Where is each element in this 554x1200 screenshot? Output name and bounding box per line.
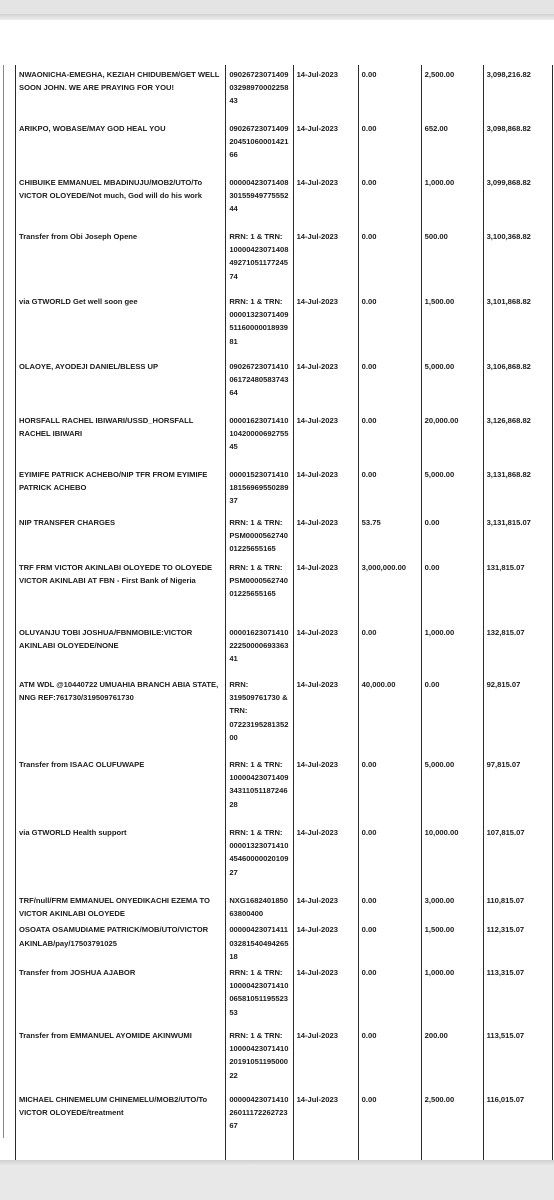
transaction-reference: RRN: 1 & TRN: PSM0000562740 01225655165 — [226, 513, 293, 558]
transaction-balance: 3,131,815.07 — [483, 513, 552, 558]
table-row — [16, 513, 553, 558]
transaction-date: 14-Jul-2023 — [293, 675, 358, 755]
transaction-credit: 20,000.00 — [421, 411, 483, 465]
transaction-balance: 3,100,368.82 — [483, 227, 552, 292]
transaction-credit: 2,500.00 — [421, 1090, 483, 1162]
transaction-description: NWAONICHA-EMEGHA, KEZIAH CHIDUBEM/GET WELL SOON JOHN. WE ARE PRAYING FOR YOU! — [16, 65, 226, 119]
transaction-debit: 0.00 — [358, 411, 421, 465]
transaction-reference: 00000423071410 26011172262723 67 — [226, 1090, 293, 1162]
table-row — [16, 623, 553, 675]
transaction-reference: RRN: 1 & TRN: PSM0000562740 01225655165 — [226, 558, 293, 623]
transaction-date: 14-Jul-2023 — [293, 227, 358, 292]
transaction-credit: 500.00 — [421, 227, 483, 292]
transaction-debit: 3,000,000.00 — [358, 558, 421, 623]
transaction-credit: 1,000.00 — [421, 173, 483, 227]
transaction-debit: 0.00 — [358, 920, 421, 963]
transaction-reference: 00001623071410 22250000693363 41 — [226, 623, 293, 675]
transaction-reference: 09026723071410 06172480583743 64 — [226, 357, 293, 411]
transaction-description: Transfer from EMMANUEL AYOMIDE AKINWUMI — [16, 1026, 226, 1090]
transaction-description: TRF FRM VICTOR AKINLABI OLOYEDE TO OLOYEDE VICTOR AKINLABI AT FBN - First Bank of Nigeria — [16, 558, 226, 623]
transaction-date: 14-Jul-2023 — [293, 558, 358, 623]
transaction-reference: RRN: 1 & TRN: 00001323071410 45460000020109 27 — [226, 823, 293, 891]
transaction-date: 14-Jul-2023 — [293, 891, 358, 920]
transaction-debit: 0.00 — [358, 119, 421, 173]
transaction-date: 14-Jul-2023 — [293, 823, 358, 891]
transaction-reference: 09026723071409 20451060001421 66 — [226, 119, 293, 173]
transaction-reference: RRN: 319509761730 & TRN: 07223195281352 00 — [226, 675, 293, 755]
transaction-balance: 113,315.07 — [483, 963, 552, 1026]
transaction-date: 14-Jul-2023 — [293, 119, 358, 173]
transaction-balance: 110,815.07 — [483, 891, 552, 920]
transaction-date: 14-Jul-2023 — [293, 623, 358, 675]
transaction-credit: 5,000.00 — [421, 465, 483, 513]
transaction-reference: NXG1682401850 63800400 — [226, 891, 293, 920]
transaction-debit: 0.00 — [358, 357, 421, 411]
transaction-credit: 0.00 — [421, 675, 483, 755]
transaction-balance: 112,315.07 — [483, 920, 552, 963]
transaction-description: ATM WDL @10440722 UMUAHIA BRANCH ABIA STATE, NNG REF:761730/319509761730 — [16, 675, 226, 755]
transaction-description: via GTWORLD Get well soon gee — [16, 292, 226, 357]
transaction-debit: 53.75 — [358, 513, 421, 558]
transaction-date: 14-Jul-2023 — [293, 465, 358, 513]
transaction-debit: 0.00 — [358, 623, 421, 675]
transaction-date: 14-Jul-2023 — [293, 513, 358, 558]
table-row — [16, 65, 553, 119]
transaction-description: HORSFALL RACHEL IBIWARI/USSD_HORSFALL RACHEL IBIWARI — [16, 411, 226, 465]
transaction-balance: 3,106,868.82 — [483, 357, 552, 411]
transaction-reference: RRN: 1 & TRN: 00001323071409 51160000018939 81 — [226, 292, 293, 357]
transaction-debit: 0.00 — [358, 963, 421, 1026]
transaction-description: OSOATA OSAMUDIAME PATRICK/MOB/UTO/VICTOR AKINLAB/pay/17503791025 — [16, 920, 226, 963]
bottom-bar — [0, 1160, 554, 1200]
transaction-date: 14-Jul-2023 — [293, 920, 358, 963]
transaction-balance: 3,098,216.82 — [483, 65, 552, 119]
table-row — [16, 119, 553, 173]
page-left-edge — [3, 65, 4, 1138]
transaction-credit: 200.00 — [421, 1026, 483, 1090]
transaction-balance: 131,815.07 — [483, 558, 552, 623]
transaction-date: 14-Jul-2023 — [293, 1026, 358, 1090]
bottom-bar-shadow — [0, 1160, 554, 1166]
transaction-balance: 3,126,868.82 — [483, 411, 552, 465]
transaction-reference: RRN: 1 & TRN: 10000423071410 20191051195000 22 — [226, 1026, 293, 1090]
transaction-balance: 116,015.07 — [483, 1090, 552, 1162]
transaction-credit: 1,500.00 — [421, 920, 483, 963]
transaction-debit: 0.00 — [358, 65, 421, 119]
table-row — [16, 1090, 553, 1162]
transaction-credit: 10,000.00 — [421, 823, 483, 891]
table-row — [16, 357, 553, 411]
transaction-credit: 652.00 — [421, 119, 483, 173]
table-row — [16, 465, 553, 513]
statement-table — [15, 65, 553, 1162]
transaction-date: 14-Jul-2023 — [293, 65, 358, 119]
table-row — [16, 675, 553, 755]
transaction-credit: 1,500.00 — [421, 292, 483, 357]
transaction-reference: RRN: 1 & TRN: 10000423071409 34311051187246 28 — [226, 755, 293, 823]
transaction-date: 14-Jul-2023 — [293, 173, 358, 227]
transaction-debit: 0.00 — [358, 465, 421, 513]
transaction-date: 14-Jul-2023 — [293, 411, 358, 465]
transaction-balance: 3,099,868.82 — [483, 173, 552, 227]
transaction-credit: 0.00 — [421, 558, 483, 623]
transaction-reference: RRN: 1 & TRN: 10000423071408 49271051177245 74 — [226, 227, 293, 292]
transaction-description: ARIKPO, WOBASE/MAY GOD HEAL YOU — [16, 119, 226, 173]
transaction-debit: 0.00 — [358, 891, 421, 920]
table-row — [16, 891, 553, 920]
table-row — [16, 920, 553, 963]
transaction-description: MICHAEL CHINEMELUM CHINEMELU/MOB2/UTO/To VICTOR OLOYEDE/treatment — [16, 1090, 226, 1162]
transaction-debit: 0.00 — [358, 292, 421, 357]
transaction-description: Transfer from Obi Joseph Opene — [16, 227, 226, 292]
transaction-reference: 09026723071409 03298970002258 43 — [226, 65, 293, 119]
table-row — [16, 963, 553, 1026]
transaction-credit: 3,000.00 — [421, 891, 483, 920]
transaction-credit: 0.00 — [421, 513, 483, 558]
top-bar — [0, 0, 554, 14]
table-row — [16, 173, 553, 227]
table-row — [16, 227, 553, 292]
transaction-date: 14-Jul-2023 — [293, 755, 358, 823]
transaction-credit: 5,000.00 — [421, 357, 483, 411]
transaction-description: EYIMIFE PATRICK ACHEBO/NIP TFR FROM EYIMIFE PATRICK ACHEBO — [16, 465, 226, 513]
transaction-reference: 00000423071411 03281540494265 18 — [226, 920, 293, 963]
transaction-debit: 0.00 — [358, 823, 421, 891]
table-row — [16, 1026, 553, 1090]
transaction-debit: 40,000.00 — [358, 675, 421, 755]
transaction-date: 14-Jul-2023 — [293, 357, 358, 411]
table-row — [16, 823, 553, 891]
transaction-date: 14-Jul-2023 — [293, 1090, 358, 1162]
transaction-date: 14-Jul-2023 — [293, 292, 358, 357]
transaction-balance: 3,131,868.82 — [483, 465, 552, 513]
transaction-date: 14-Jul-2023 — [293, 963, 358, 1026]
transaction-description: Transfer from ISAAC OLUFUWAPE — [16, 755, 226, 823]
transaction-balance: 107,815.07 — [483, 823, 552, 891]
table-row — [16, 411, 553, 465]
transaction-reference: RRN: 1 & TRN: 10000423071410 06581051195523 53 — [226, 963, 293, 1026]
transaction-description: Transfer from JOSHUA AJABOR — [16, 963, 226, 1026]
transaction-balance: 92,815.07 — [483, 675, 552, 755]
transaction-balance: 3,101,868.82 — [483, 292, 552, 357]
transaction-credit: 1,000.00 — [421, 963, 483, 1026]
transaction-balance: 113,515.07 — [483, 1026, 552, 1090]
statement-rows — [16, 65, 553, 1162]
table-row — [16, 292, 553, 357]
transaction-debit: 0.00 — [358, 227, 421, 292]
transaction-credit: 5,000.00 — [421, 755, 483, 823]
statement-table-container — [15, 65, 553, 1138]
transaction-description: OLUYANJU TOBI JOSHUA/FBNMOBILE:VICTOR AKINLABI OLOYEDE/NONE — [16, 623, 226, 675]
transaction-reference: 00000423071408 30155949775552 44 — [226, 173, 293, 227]
transaction-balance: 3,098,868.82 — [483, 119, 552, 173]
transaction-debit: 0.00 — [358, 173, 421, 227]
transaction-debit: 0.00 — [358, 1090, 421, 1162]
transaction-balance: 97,815.07 — [483, 755, 552, 823]
transaction-credit: 1,000.00 — [421, 623, 483, 675]
transaction-description: CHIBUIKE EMMANUEL MBADINUJU/MOB2/UTO/To VICTOR OLOYEDE/Not much, God will do his work — [16, 173, 226, 227]
transaction-description: NIP TRANSFER CHARGES — [16, 513, 226, 558]
transaction-debit: 0.00 — [358, 1026, 421, 1090]
transaction-description: TRF/null/FRM EMMANUEL ONYEDIKACHI EZEMA TO VICTOR AKINLABI OLOYEDE — [16, 891, 226, 920]
transaction-reference: 00001623071410 10420000692755 45 — [226, 411, 293, 465]
transaction-description: via GTWORLD Health support — [16, 823, 226, 891]
transaction-credit: 2,500.00 — [421, 65, 483, 119]
table-row — [16, 558, 553, 623]
transaction-description: OLAOYE, AYODEJI DANIEL/BLESS UP — [16, 357, 226, 411]
transaction-balance: 132,815.07 — [483, 623, 552, 675]
transaction-debit: 0.00 — [358, 755, 421, 823]
transaction-reference: 00001523071410 18156969550289 37 — [226, 465, 293, 513]
table-row — [16, 755, 553, 823]
